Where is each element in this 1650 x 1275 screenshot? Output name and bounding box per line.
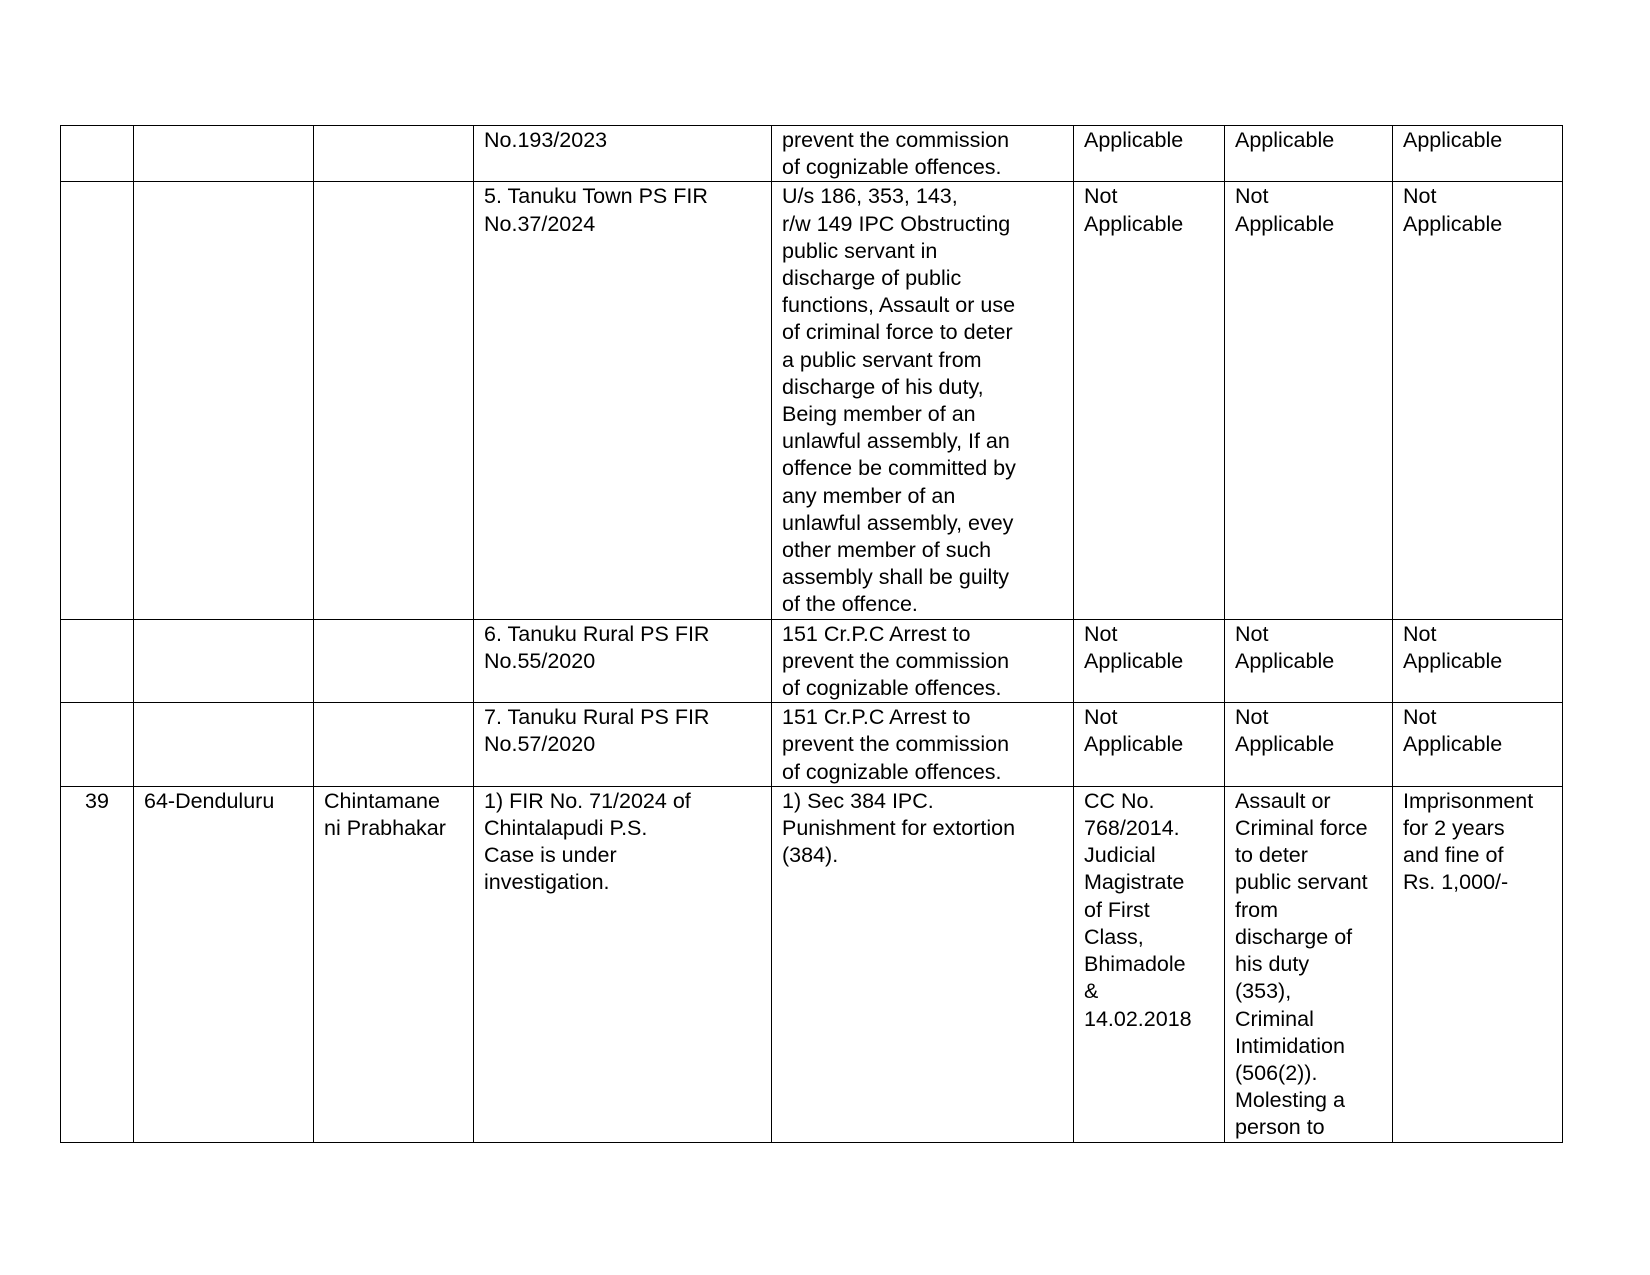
conviction-cell: Not Applicable — [1074, 703, 1225, 787]
conviction-cell: Not Applicable — [1074, 619, 1225, 703]
records-sheet — [60, 125, 1562, 1143]
offence-cell: Applicable — [1225, 126, 1393, 182]
candidate-cell: Chintamane ni Prabhakar — [314, 786, 474, 1142]
offence-cell: Not Applicable — [1225, 703, 1393, 787]
table-row — [61, 703, 1563, 787]
conviction-cell: CC No. 768/2014. Judicial Magistrate of First Class, Bhimadole & 14.02.2018 — [1074, 786, 1225, 1142]
case-details-cell: 6. Tanuku Rural PS FIR No.55/2020 — [474, 619, 772, 703]
serial-number-cell — [61, 619, 134, 703]
conviction-cell: Applicable — [1074, 126, 1225, 182]
punishment-cell: Imprisonment for 2 years and fine of Rs. 1,000/- — [1393, 786, 1563, 1142]
offence-cell: Not Applicable — [1225, 619, 1393, 703]
case-details-cell: 1) FIR No. 71/2024 of Chintalapudi P.S. Case is under investigation. — [474, 786, 772, 1142]
constituency-cell — [134, 126, 314, 182]
offence-cell: Assault or Criminal force to deter public servant from discharge of his duty (353), Criminal Intimidation (506(2)). Molesting a person to — [1225, 786, 1393, 1142]
serial-number-cell: 39 — [61, 786, 134, 1142]
punishment-cell: Not Applicable — [1393, 182, 1563, 619]
punishment-cell: Not Applicable — [1393, 703, 1563, 787]
sections-cell: U/s 186, 353, 143, r/w 149 IPC Obstructing public servant in discharge of public functions, Assault or use of criminal force to deter a public servant from discharge of his duty, Being member of an unlawful assembly, If an offence be committed by any member of an unlawful assembly, evey other member of such assembly shall be guilty of the offence. — [772, 182, 1074, 619]
candidate-cell — [314, 182, 474, 619]
conviction-cell: Not Applicable — [1074, 182, 1225, 619]
sections-cell: 151 Cr.P.C Arrest to prevent the commission of cognizable offences. — [772, 703, 1074, 787]
constituency-cell: 64-Denduluru — [134, 786, 314, 1142]
case-details-cell: 7. Tanuku Rural PS FIR No.57/2020 — [474, 703, 772, 787]
punishment-cell: Not Applicable — [1393, 619, 1563, 703]
table-row — [61, 182, 1563, 619]
offence-cell: Not Applicable — [1225, 182, 1393, 619]
criminal-records-table — [60, 125, 1563, 1143]
constituency-cell — [134, 619, 314, 703]
table-row — [61, 126, 1563, 182]
sections-cell: prevent the commission of cognizable offences. — [772, 126, 1074, 182]
constituency-cell — [134, 703, 314, 787]
table-row — [61, 786, 1563, 1142]
candidate-cell — [314, 126, 474, 182]
sections-cell: 1) Sec 384 IPC. Punishment for extortion (384). — [772, 786, 1074, 1142]
serial-number-cell — [61, 182, 134, 619]
case-details-cell: 5. Tanuku Town PS FIR No.37/2024 — [474, 182, 772, 619]
case-details-cell: No.193/2023 — [474, 126, 772, 182]
serial-number-cell — [61, 126, 134, 182]
sections-cell: 151 Cr.P.C Arrest to prevent the commission of cognizable offences. — [772, 619, 1074, 703]
punishment-cell: Applicable — [1393, 126, 1563, 182]
candidate-cell — [314, 619, 474, 703]
candidate-cell — [314, 703, 474, 787]
constituency-cell — [134, 182, 314, 619]
table-row — [61, 619, 1563, 703]
serial-number-cell — [61, 703, 134, 787]
